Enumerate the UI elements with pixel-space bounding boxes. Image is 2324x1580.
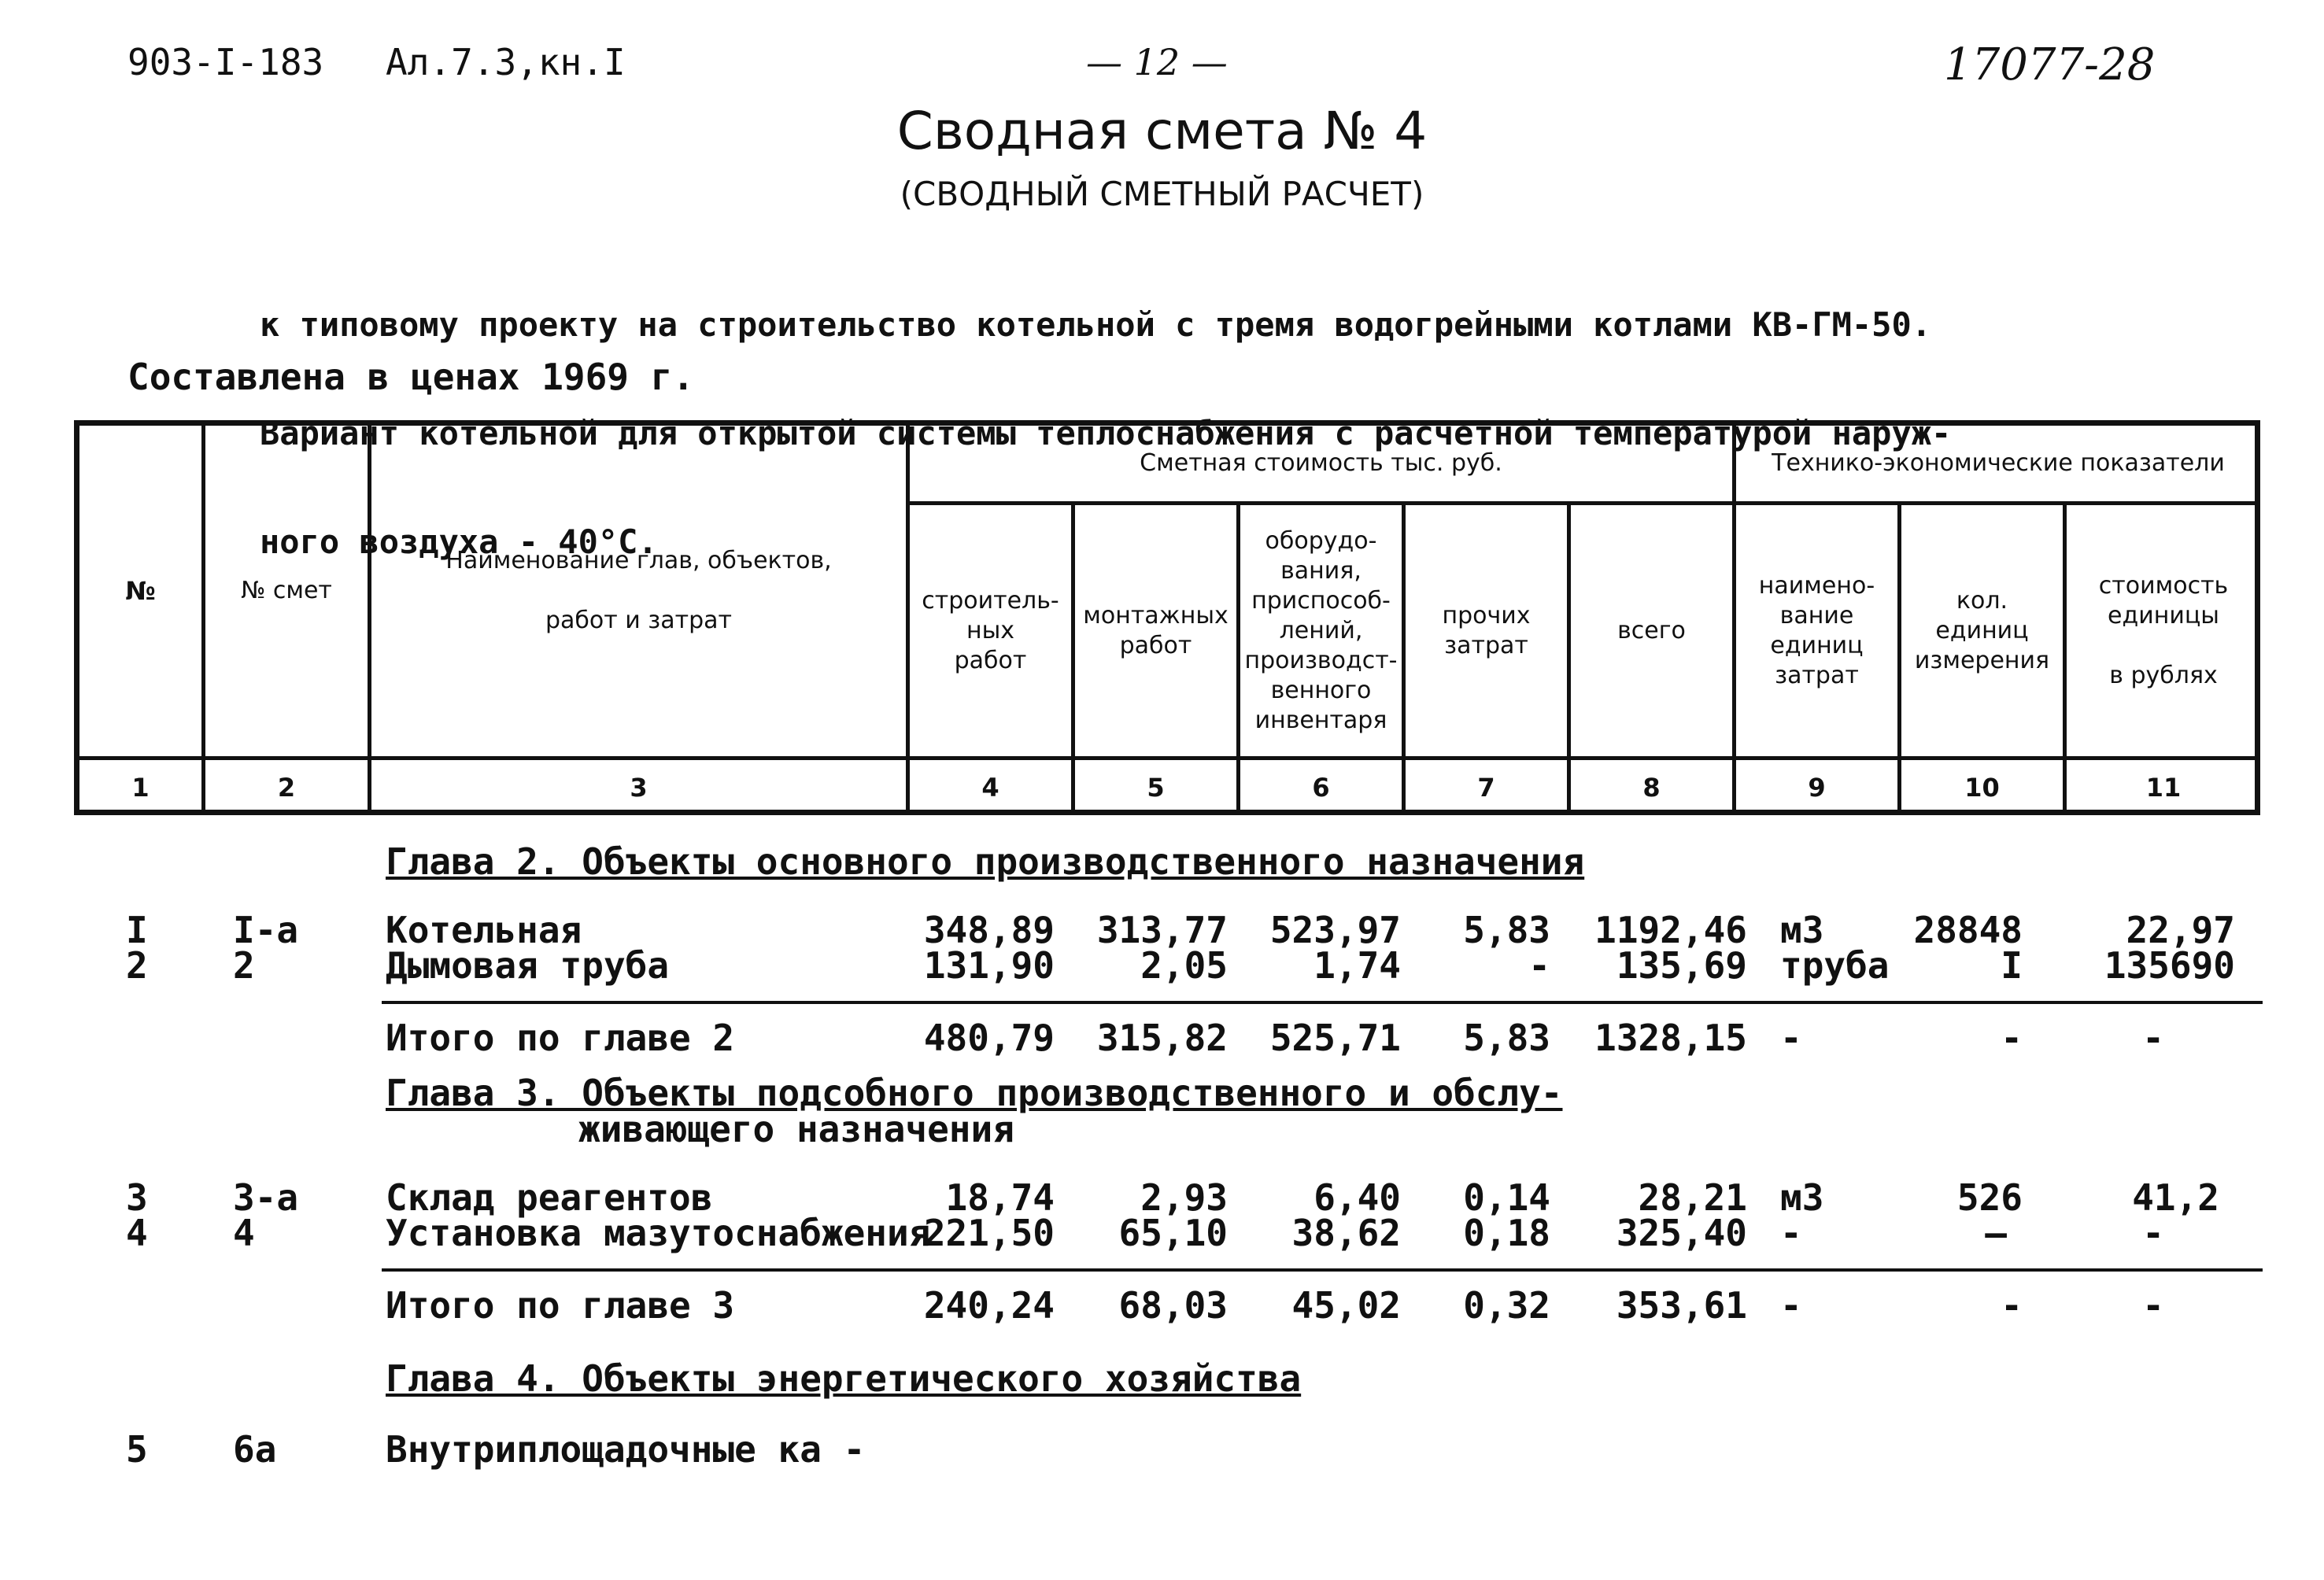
construction-cost: 240,24 — [923, 1284, 1055, 1327]
other-cost: 0,14 — [1463, 1176, 1550, 1219]
description-line: ного воздуха - 40°С. — [260, 522, 658, 561]
total-divider — [382, 1268, 2263, 1272]
table-header — [74, 420, 2260, 815]
group-header-tech-indicators: Технико-экономические показатели — [1772, 449, 2225, 477]
unit-quantity: 28848 — [1913, 909, 2023, 951]
col-header-other: прочих затрат — [1442, 601, 1531, 659]
group-header-estimated-cost: Сметная стоимость тыс. руб. — [1140, 449, 1502, 477]
row-number: I — [126, 909, 148, 951]
column-number: 8 — [1642, 773, 1661, 803]
page-title: Сводная смета № 4 — [896, 101, 1428, 161]
object-name: Установка мазутоснабжения — [386, 1212, 931, 1254]
estimate-number: 4 — [233, 1212, 255, 1254]
other-cost: - — [1528, 944, 1550, 987]
equipment-cost: 38,62 — [1291, 1212, 1401, 1254]
column-number: 9 — [1808, 773, 1826, 803]
col-header-name: Наименование глав, объектов, работ и затрат — [445, 547, 832, 634]
column-number: 5 — [1147, 773, 1165, 803]
estimate-number: 2 — [233, 944, 255, 987]
object-name: Дымовая труба — [386, 944, 670, 987]
unit-name: - — [1780, 1284, 1802, 1327]
unit-quantity: I — [2001, 944, 2023, 987]
equipment-cost: 45,02 — [1291, 1284, 1401, 1327]
col-header-unit-name: наимено- вание единиц затрат — [1758, 571, 1875, 689]
other-cost: 0,18 — [1463, 1212, 1550, 1254]
chapter-title: Глава 3. Объекты подсобного производственного и обслу- — [386, 1072, 1563, 1114]
other-cost: 5,83 — [1463, 1017, 1550, 1059]
installation-cost: 313,77 — [1096, 909, 1228, 951]
price-basis-note: Составлена в ценах 1969 г. — [127, 356, 695, 398]
total-cost: 28,21 — [1638, 1176, 1747, 1219]
unit-quantity: - — [2001, 1017, 2023, 1059]
unit-name: м3 — [1780, 1176, 1824, 1219]
construction-cost: 131,90 — [923, 944, 1055, 987]
unit-name: - — [1780, 1017, 1802, 1059]
col-header-equipment: оборудо- вания, приспособ- лений, производст- венного инвентаря — [1244, 526, 1398, 734]
unit-cost: - — [2142, 1017, 2164, 1059]
estimate-number: I-а — [233, 909, 299, 951]
chapter-title: Глава 4. Объекты энергетического хозяйства — [386, 1357, 1302, 1400]
total-cost: 353,61 — [1616, 1284, 1747, 1327]
col-header-estimate-no: № смет — [241, 577, 332, 604]
total-label: Итого по главе 3 — [386, 1284, 735, 1327]
album-reference: Ал.7.3,кн.I — [386, 41, 626, 83]
unit-cost: 22,97 — [2126, 909, 2235, 951]
unit-name: - — [1780, 1212, 1802, 1254]
unit-cost: - — [2142, 1284, 2164, 1327]
column-number: 2 — [277, 773, 296, 803]
column-number: 10 — [1964, 773, 2000, 803]
unit-name: м3 — [1780, 909, 1824, 951]
estimate-number: 3-а — [233, 1176, 299, 1219]
unit-quantity: — — [1985, 1212, 2007, 1254]
estimate-number: 6а — [233, 1428, 277, 1471]
col-header-installation: монтажных работ — [1083, 601, 1229, 659]
column-number: 3 — [630, 773, 648, 803]
unit-cost: 135690 — [2104, 944, 2235, 987]
col-header-construction: строитель- ных работ — [922, 586, 1059, 674]
total-cost: 325,40 — [1616, 1212, 1747, 1254]
unit-name: труба — [1780, 944, 1890, 987]
construction-cost: 221,50 — [923, 1212, 1055, 1254]
construction-cost: 348,89 — [923, 909, 1055, 951]
column-number: 7 — [1477, 773, 1495, 803]
installation-cost: 2,93 — [1140, 1176, 1228, 1219]
total-cost: 1192,46 — [1594, 909, 1747, 951]
row-number: 5 — [126, 1428, 148, 1471]
page-number: — 12 — — [1086, 41, 1228, 83]
row-number: 4 — [126, 1212, 148, 1254]
archive-number: 17077-28 — [1944, 39, 2156, 90]
equipment-cost: 1,74 — [1313, 944, 1401, 987]
column-number: 11 — [2145, 773, 2182, 803]
equipment-cost: 525,71 — [1269, 1017, 1401, 1059]
construction-cost: 480,79 — [923, 1017, 1055, 1059]
unit-cost: - — [2142, 1212, 2164, 1254]
chapter-title-continuation: живающего назначения — [578, 1108, 1014, 1150]
total-divider — [382, 1001, 2263, 1004]
object-name: Котельная — [386, 909, 582, 951]
col-header-unit-qty: кол. единиц измерения — [1914, 586, 2050, 674]
column-number: 6 — [1312, 773, 1330, 803]
installation-cost: 2,05 — [1140, 944, 1228, 987]
col-header-total: всего — [1617, 616, 1686, 644]
other-cost: 5,83 — [1463, 909, 1550, 951]
object-name: Внутриплощадочные ка - — [386, 1428, 866, 1471]
unit-quantity: - — [2001, 1284, 2023, 1327]
total-cost: 1328,15 — [1594, 1017, 1747, 1059]
row-number: 2 — [126, 944, 148, 987]
description-line: к типовому проекту на строительство котельной с тремя водогрейными котлами КВ-ГМ-50. — [260, 305, 1932, 344]
page-subtitle: (СВОДНЫЙ СМЕТНЫЙ РАСЧЕТ) — [900, 175, 1424, 213]
other-cost: 0,32 — [1463, 1284, 1550, 1327]
description-line: Вариант котельной для открытой системы теплоснабжения с расчетной температурой наруж- — [260, 414, 1952, 452]
column-number: 4 — [981, 773, 999, 803]
construction-cost: 18,74 — [945, 1176, 1055, 1219]
installation-cost: 315,82 — [1096, 1017, 1228, 1059]
total-cost: 135,69 — [1616, 944, 1747, 987]
unit-cost: 41,2 — [2132, 1176, 2219, 1219]
installation-cost: 68,03 — [1118, 1284, 1228, 1327]
total-label: Итого по главе 2 — [386, 1017, 735, 1059]
unit-quantity: 526 — [1956, 1176, 2023, 1219]
chapter-title: Глава 2. Объекты основного производственного назначения — [386, 840, 1585, 883]
equipment-cost: 523,97 — [1269, 909, 1401, 951]
col-header-unit-cost: стоимость единицы в рублях — [2098, 571, 2229, 689]
row-number: 3 — [126, 1176, 148, 1219]
equipment-cost: 6,40 — [1313, 1176, 1401, 1219]
col-header-no: № — [125, 576, 156, 606]
document-code: 903-I-183 — [127, 41, 324, 83]
installation-cost: 65,10 — [1118, 1212, 1228, 1254]
column-number: 1 — [131, 773, 150, 803]
object-name: Склад реагентов — [386, 1176, 713, 1219]
